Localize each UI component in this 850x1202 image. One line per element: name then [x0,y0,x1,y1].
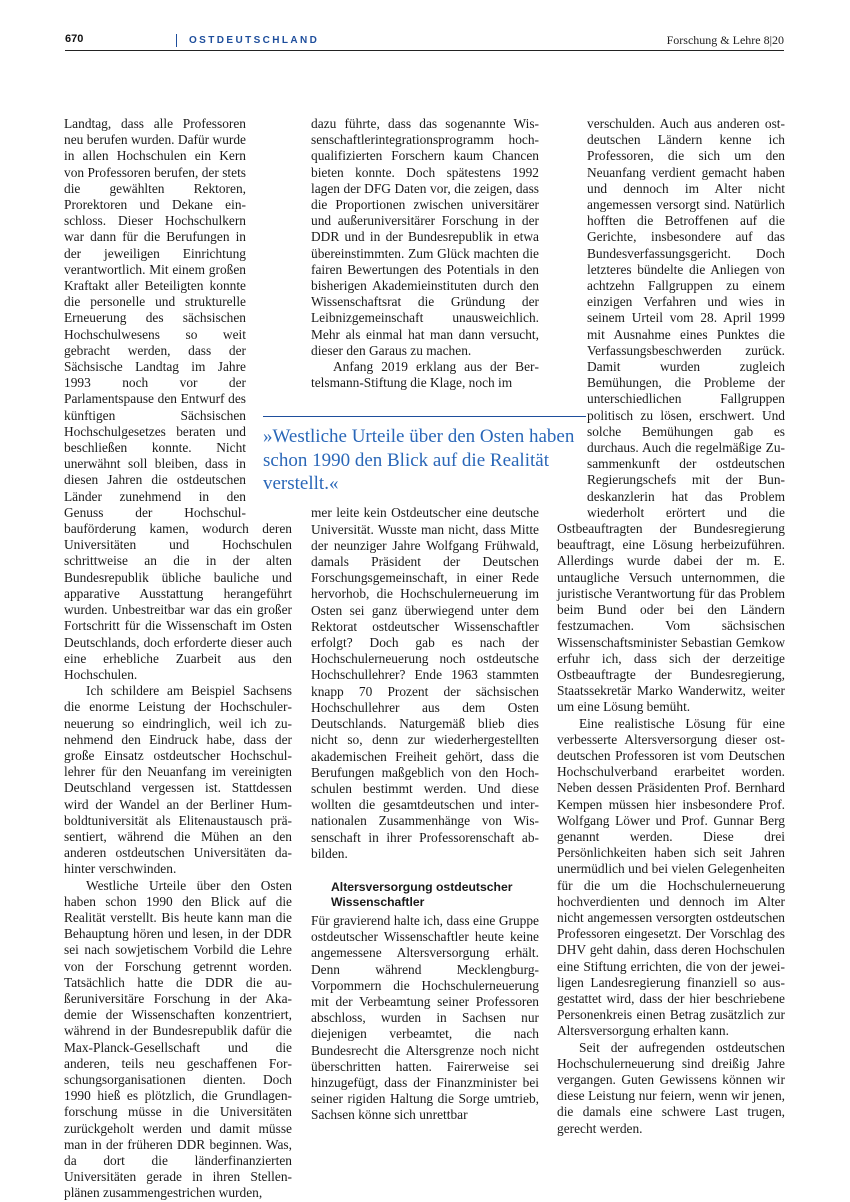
section-label: OSTDEUTSCHLAND [189,35,320,46]
header-rule [65,50,784,51]
body-paragraph: Anfang 2019 erklang aus der Bertelsmann-Stiftung die Klage, noch im [311,359,539,391]
body-paragraph: Westliche Urteile über den Osten haben schon 1990 den Blick auf die Realität verstellt. Bis heute kann man die Behauptung hören und lesen, in der DDR sei nach sowjetischem Vorbild die Lehre von der Forschung getrennt worden. Tatsächlich hatte die DDR die außeruniversitäre Forschung in der Akademie der Wissenschaften konzentriert, während in der Bundesrepublik dafür die Max-Planck-Gesellschaft und die anderen, teils neu geschaffenen Forschungsorganisationen dienten. Doch 1990 hieß es plötzlich, die Grundlagenforschung müsse in die Universitäten zurückgeholt werden und damit müsse man in der früheren DDR beginnen. Was, da dort die länderfinanzierten Universitäten gerade in ihren Stellenplänen zusammengestrichen wurden, [64,877,292,1201]
body-paragraph: Eine realistische Lösung für eine verbesserte Altersversorgung dieser ostdeutschen Professoren ist vom Deutschen Hochschulverband erarbeitet worden. Neben dessen Präsidenten Prof. Bernhard Kempen müssen hier insbesondere Prof. Wolfgang Löwer und Prof. Gunnar Berg genannt werden. Diese drei Persönlichkeiten haben sich seit Jahren unermüdlich und bei vielen Gelegenheiten für die um die Hochschulerneuerung hochverdienten und dennoch im Alter nicht angemessen versorgten ostdeutschen Professoren eingesetzt. Der Vorschlag des DHV geht dahin, dass deren Hochschulen eine Stiftung errichten, die von der jeweiligen Landesregierung finanziell so ausgestattet wird, dass der hier beschriebene Personenkreis einen Betrag zusätzlich zur Altersversorgung erhalten kann. [557,715,785,1039]
body-paragraph: verschulden. Auch aus anderen ostdeutschen Ländern kenne ich Professoren, die sich um den Neuanfang verdient gemacht haben und dennoch im Alter nicht angemessen versorgt sind. Natürlich hofften die Betroffenen auf die Gerichte, insbesondere auf das Bundesverfassungsgericht. Doch letzteres bündelte die Anliegen von achtzehn Fallgruppen zu einem einzigen Verfahren und wies in seinem Urteil vom 28. April 1999 mit Ausnahme eines Punktes die Verfassungsbeschwerden zurück. Damit wurden zugleich Bemühungen, die Probleme der unterschiedlichen Fallgruppen politisch zu lösen, erschwert. Und solche Bemühungen gab es durchaus. Auch die regelmäßige Zusammenkunft der ostdeutschen Regierungschefs mit der Bundeskanzlerin hat das Problem wiederholt erörtert und die Ostbeauftragten der Bundesregierung beauftragt, eine Lösung herbeizuführen. Allerdings wurde dabei der m. E. untaugliche Versuch unternommen, die juristische Verantwortung für das Problem beim Bund oder bei den Ländern festzumachen. Vom sächsischen Wissenschaftsminister Sebastian Gemkow erfuhr ich, dass sich der derzeitige Ostbeauftragte der Bundesregierung, Staatssekretär Marko Wanderwitz, weiter um eine Lösung bemüht. [557,116,785,715]
page-number: 670 [65,33,84,45]
header-divider [176,34,177,47]
body-paragraph: Für gravierend halte ich, dass eine Gruppe ostdeutscher Wissenschaftler heute keine angemessene Altersversorgung erhält. Denn während Mecklengburg-Vorpommern die Hochschulerneuerung mit der Verbeamtung seiner Professoren abschloss, wurden in Sachsen nur diejenigen verbeamtet, die nach Bundesrecht die Altersgrenze noch nicht überschritten hatten. Fairerweise sei hinzugefügt, dass der Finanzminister bei seiner rigiden Haltung die Sorge umtrieb, Sachsen könne sich unrettbar [311,912,539,1123]
journal-issue: Forschung & Lehre 8|20 [666,33,784,47]
page-header [0,0,850,60]
pull-quote-text: »Westliche Urteile über den Osten haben schon 1990 den Blick auf die Realität verstellt.« [263,426,575,495]
body-paragraph: dazu führte, dass das sogenannte Wissenschaftlerintegrationsprogramm hochqualifizierten Forschern kaum Chancen bieten konnte. Doch spätestens 1992 lagen der DFG Daten vor, die zeigen, dass die Proportionen zwischen universitärer und außeruniversitärer Forschung in der DDR und in der Bundesrepublik in etwa übereinstimmten. Zum Glück machten die fairen Bewertungen des Potentials in den bisherigen Akademieinstituten durch den Wissenschaftsrat die Gründung der Leibnizgemeinschaft unausweichlich. Mehr als einmal hat man dann versucht, dieser den Garaus zu machen. [311,116,539,358]
body-paragraph: Ich schildere am Beispiel Sachsens die enorme Leistung der Hochschulerneuerung so eindringlich, weil ich zunehmend den Eindruck habe, dass der große Einsatz ostdeutscher Hochschullehrer für den Neuanfang im vereinigten Deutschland vergessen ist. Stattdessen wird der Wandel an der Berliner Humboldtuniversität als Elitenaustausch präsentiert, während die Mühen an den anderen ostdeutschen Universitäten dahinter verschwinden. [64,683,292,877]
column-3 [557,116,785,1137]
pull-quote [263,416,586,496]
column-2 [311,116,539,1124]
body-paragraph: Landtag, dass alle Professoren neu berufen wurden. Dafür wurde in allen Hochschulen ein Kern von Professoren berufen, der stets die gewählten Rektoren, Prorektoren und Dekane einschloss. Dieser Hochschulkern war dann für die Berufungen in der jeweiligen Einrichtung verantwortlich. Mit einem großen Kraftakt aller Beteiligten konnte die personelle und strukturelle Erneuerung des sächsischen Hochschulwesens so weit gebracht werden, dass der Sächsische Landtag im Jahre 1993 noch vor der Parlamentspause den Entwurf des künftigen Sächsischen Hochschulgesetzes beraten und beschließen konnte. Nicht unerwähnt soll bleiben, dass in diesen Jahren die ostdeutschen Länder zunehmend in den Genuss der Hochschulbauförderung kamen, wodurch deren Universitäten und Hochschulen schrittweise an die in der alten Bundesrepublik übliche bauliche und apparative Ausstattung herangeführt wurden. Unbestreitbar war das ein großer Fortschritt für die Wissenschaft im Osten Deutschlands, doch erforderte dieser auch eine erhebliche Zuarbeit aus den Hochschulen. [64,116,292,682]
body-paragraph-continued: mer leite kein Ostdeutscher eine deutsche Universität. Wusste man nicht, dass Mitte der neunziger Jahre Wolfgang Frühwald, damals Präsident der Deutschen Forschungsgemeinschaft, in einer Rede hervorhob, die Hochschulerneuerung im Osten sei ganz überwiegend unter dem Rektorat ostdeutscher Wissenschaftler erfolgt? Doch gab es nach der Hochschulerneuerung noch ostdeutsche Hochschullehrer? Ende 1963 stammten knapp 70 Prozent der sächsischen Hochschullehrer aus dem Osten Deutschlands. Naturgemäß blieb dies nicht so, denn zur wiederhergestellten akademischen Freiheit gehört, dass die Berufungen maßgeblich von den Hochschulen bestimmt werden. Und diese wollten die gesamtdeutschen und internationalen Zusammenhänge von Wissenschaft in ihrer Professorenschaft abbilden. [311,505,539,861]
subheading: Altersversorgung ostdeutscher Wissenschaftler [331,879,513,909]
body-paragraph: Seit der aufregenden ostdeutschen Hochschulerneuerung sind dreißig Jahre vergangen. Guten Gewissens können wir diese Leistung nur feiern, wenn wir jenen, die damals eine schwere Last trugen, gerecht werden. [557,1039,785,1136]
column-1 [64,116,292,1202]
